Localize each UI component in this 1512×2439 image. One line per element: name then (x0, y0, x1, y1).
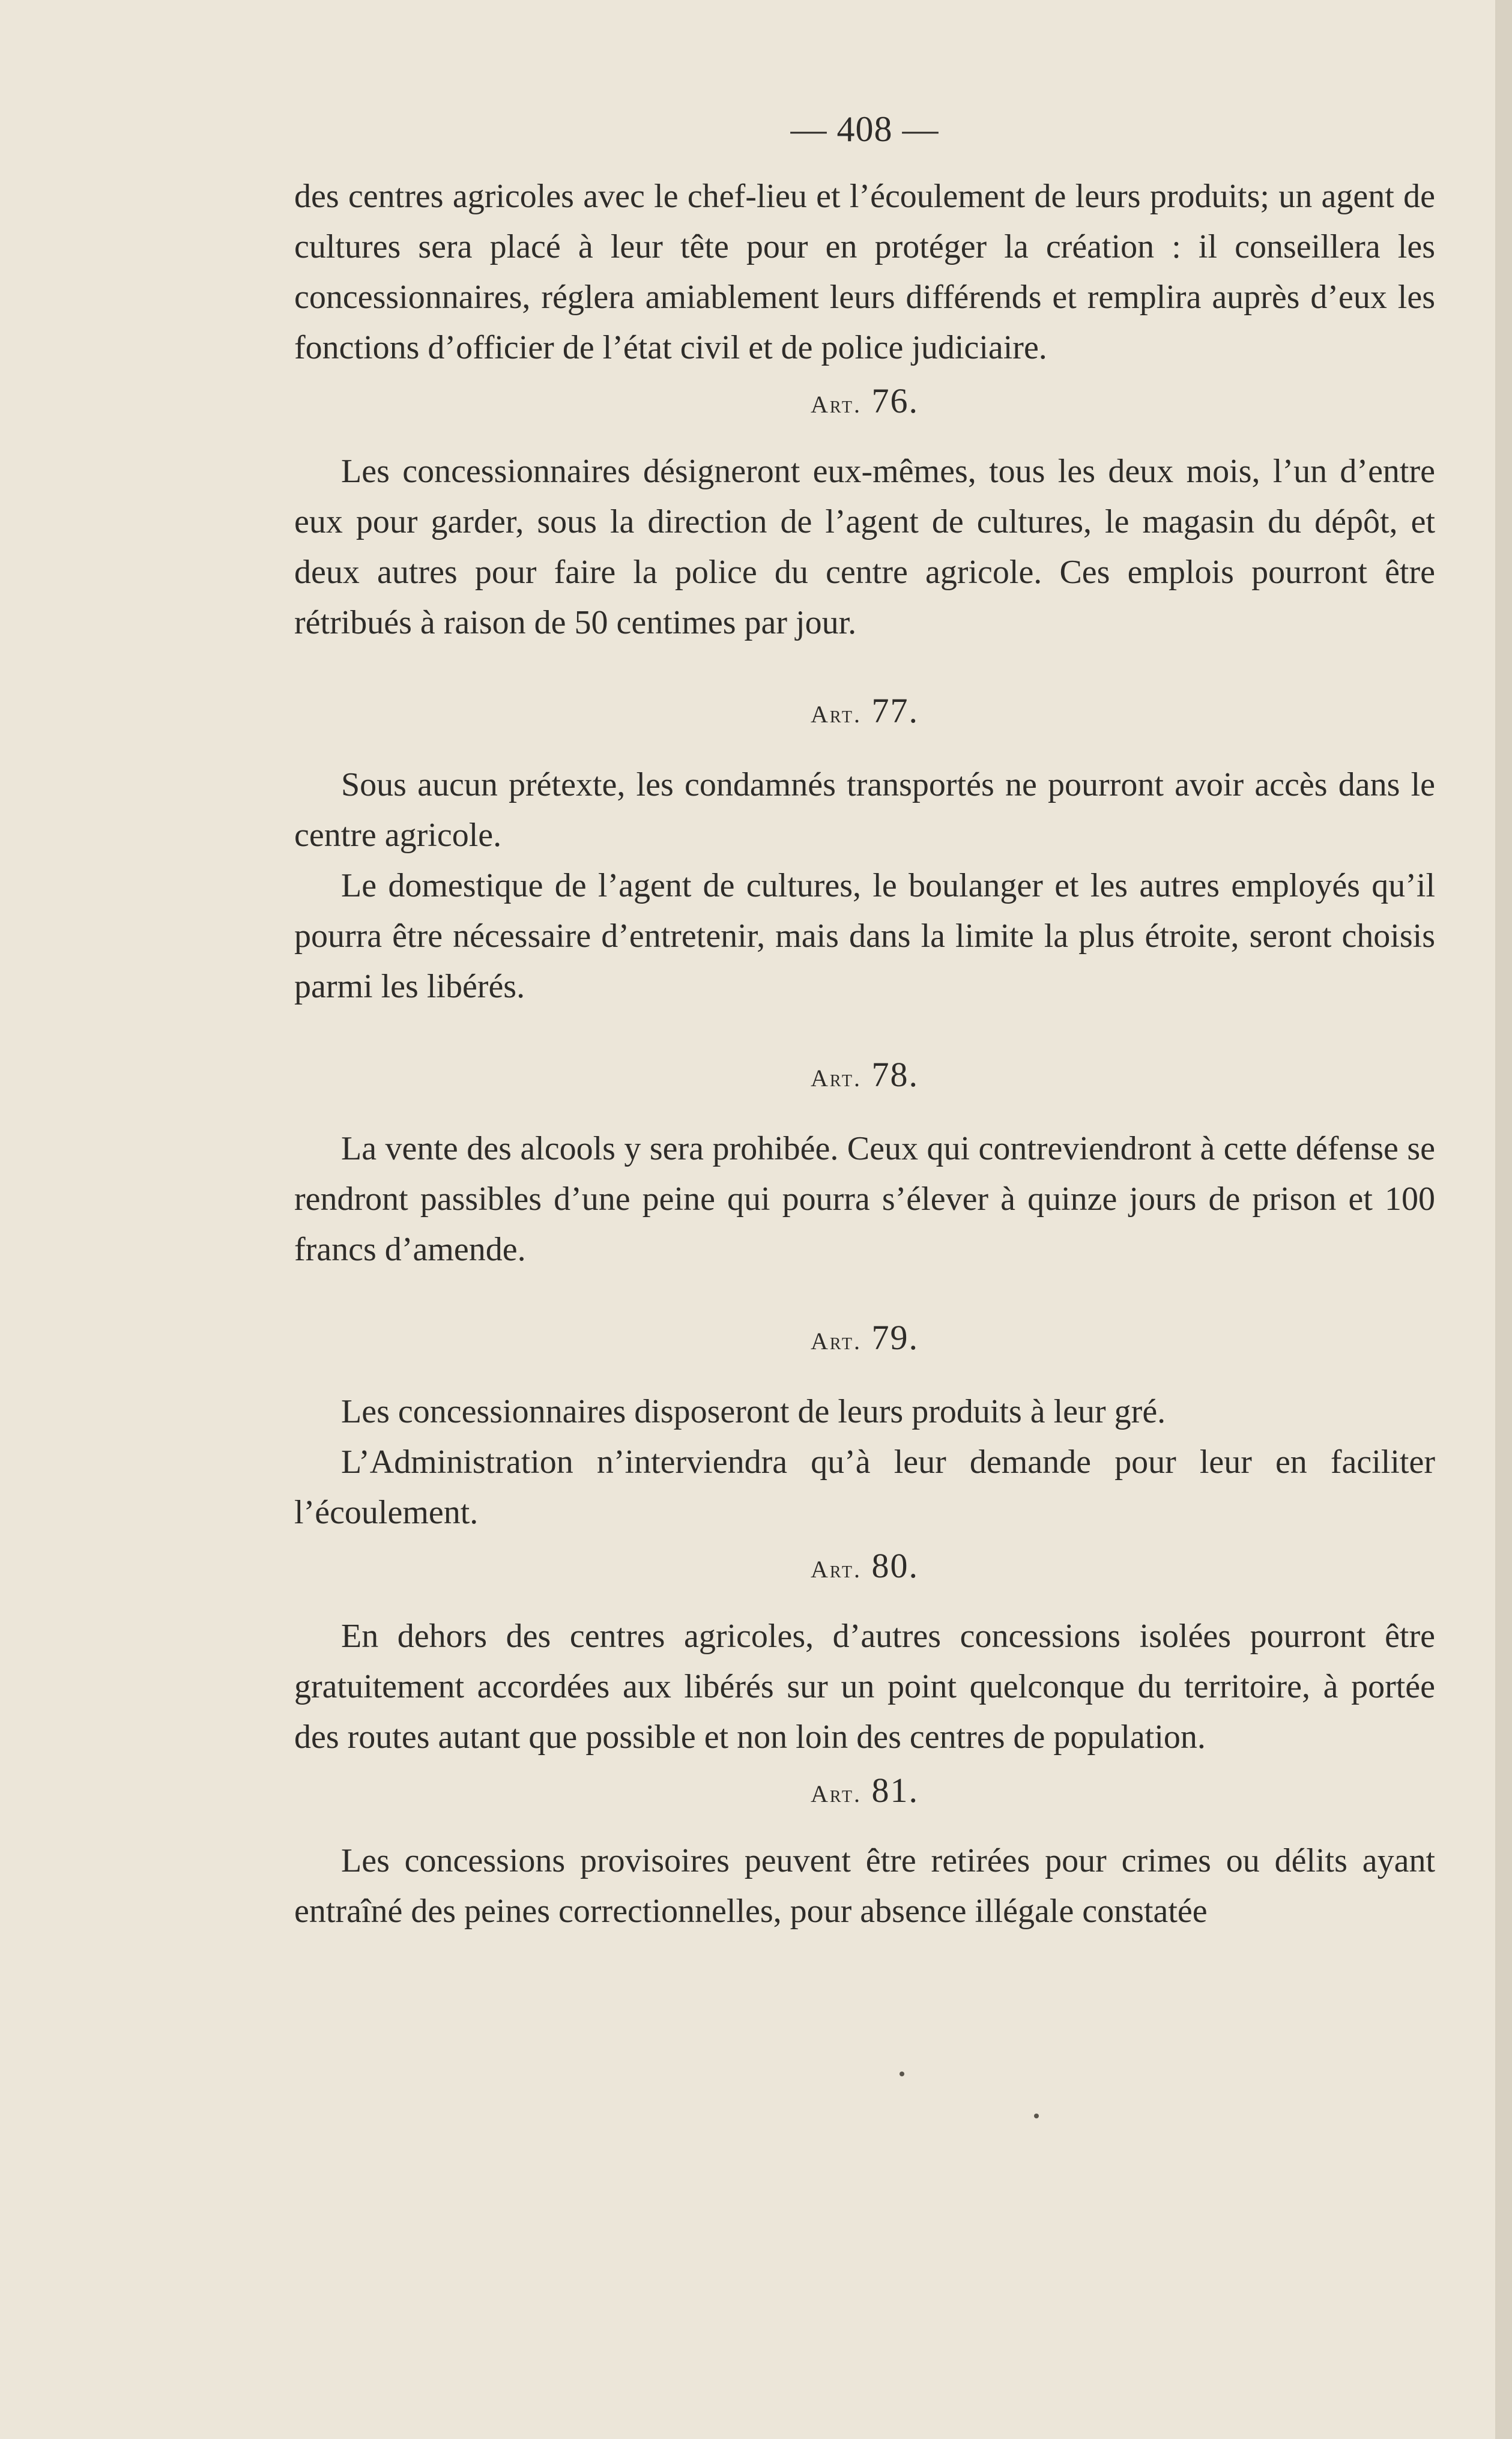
article-number: 78. (871, 1055, 919, 1094)
paragraph: En dehors des centres agricoles, d’autres concessions isolées pourront être gratuitement accordées aux libérés sur un point quelconque du territoire, à portée des routes autant que possible et non loin des centres de population. (294, 1618, 1435, 1756)
paragraph: Sous aucun prétexte, les condamnés transportés ne pourront avoir accès dans le centre agricole. (294, 766, 1435, 854)
article-heading (294, 1545, 1435, 1591)
paragraph: Les concessionnaires désigneront eux-mêmes, tous les deux mois, l’un d’entre eux pour garder, sous la direction de l’agent de cultures, le magasin du dépôt, et deux autres pour faire la police du centre agricole. Ces emplois pourront être rétribués à raison de 50 centimes par jour. (294, 453, 1435, 641)
article-number: 80. (871, 1546, 919, 1585)
article-number: 79. (871, 1318, 919, 1357)
paragraph: Les concessions provisoires peuvent être retirées pour crimes ou délits ayant entraîné des peines correctionnelles, pour absence illégale constatée (294, 1842, 1435, 1930)
ink-speck (900, 2072, 904, 2076)
article-label: Art. (811, 391, 862, 418)
article-heading (294, 1770, 1435, 1815)
paragraph: L’Administration n’interviendra qu’à leur demande pour leur en faciliter l’écoulement. (294, 1443, 1435, 1531)
article-heading (294, 380, 1435, 426)
page-edge (1495, 0, 1512, 2439)
article-label: Art. (811, 701, 862, 728)
article-number: 81. (871, 1771, 919, 1810)
paragraph: La vente des alcools y sera prohibée. Ceux qui contreviendront à cette défense se rendront passibles d’une peine qui pourra s’élever à quinze jours de prison et 100 francs d’amende. (294, 1130, 1435, 1268)
article-label: Art. (811, 1556, 862, 1583)
article-heading (294, 1317, 1435, 1362)
page-content (294, 111, 1435, 1936)
article-label: Art. (811, 1780, 862, 1807)
article-number: 77. (871, 691, 919, 730)
paragraph: Les concessionnaires disposeront de leurs produits à leur gré. (341, 1393, 1166, 1430)
ink-speck (1034, 2114, 1039, 2118)
page-number: — 408 — (790, 109, 939, 149)
article-label: Art. (811, 1328, 862, 1355)
article-heading (294, 1054, 1435, 1099)
paragraph: des centres agricoles avec le chef-lieu et l’écoulement de leurs produits; un agent de cultures sera placé à leur tête pour en protéger la création : il conseillera les concessionnaires, réglera amiablement leurs différends et remplira auprès d’eux les fonctions d’officier de l’état civil et de police judiciaire. (294, 178, 1435, 366)
article-label: Art. (811, 1065, 862, 1092)
article-heading (294, 690, 1435, 736)
paragraph: Le domestique de l’agent de cultures, le boulanger et les autres employés qu’il pourra être nécessaire d’entretenir, mais dans la limite la plus étroite, seront choisis parmi les libérés. (294, 867, 1435, 1005)
article-number: 76. (871, 381, 919, 420)
